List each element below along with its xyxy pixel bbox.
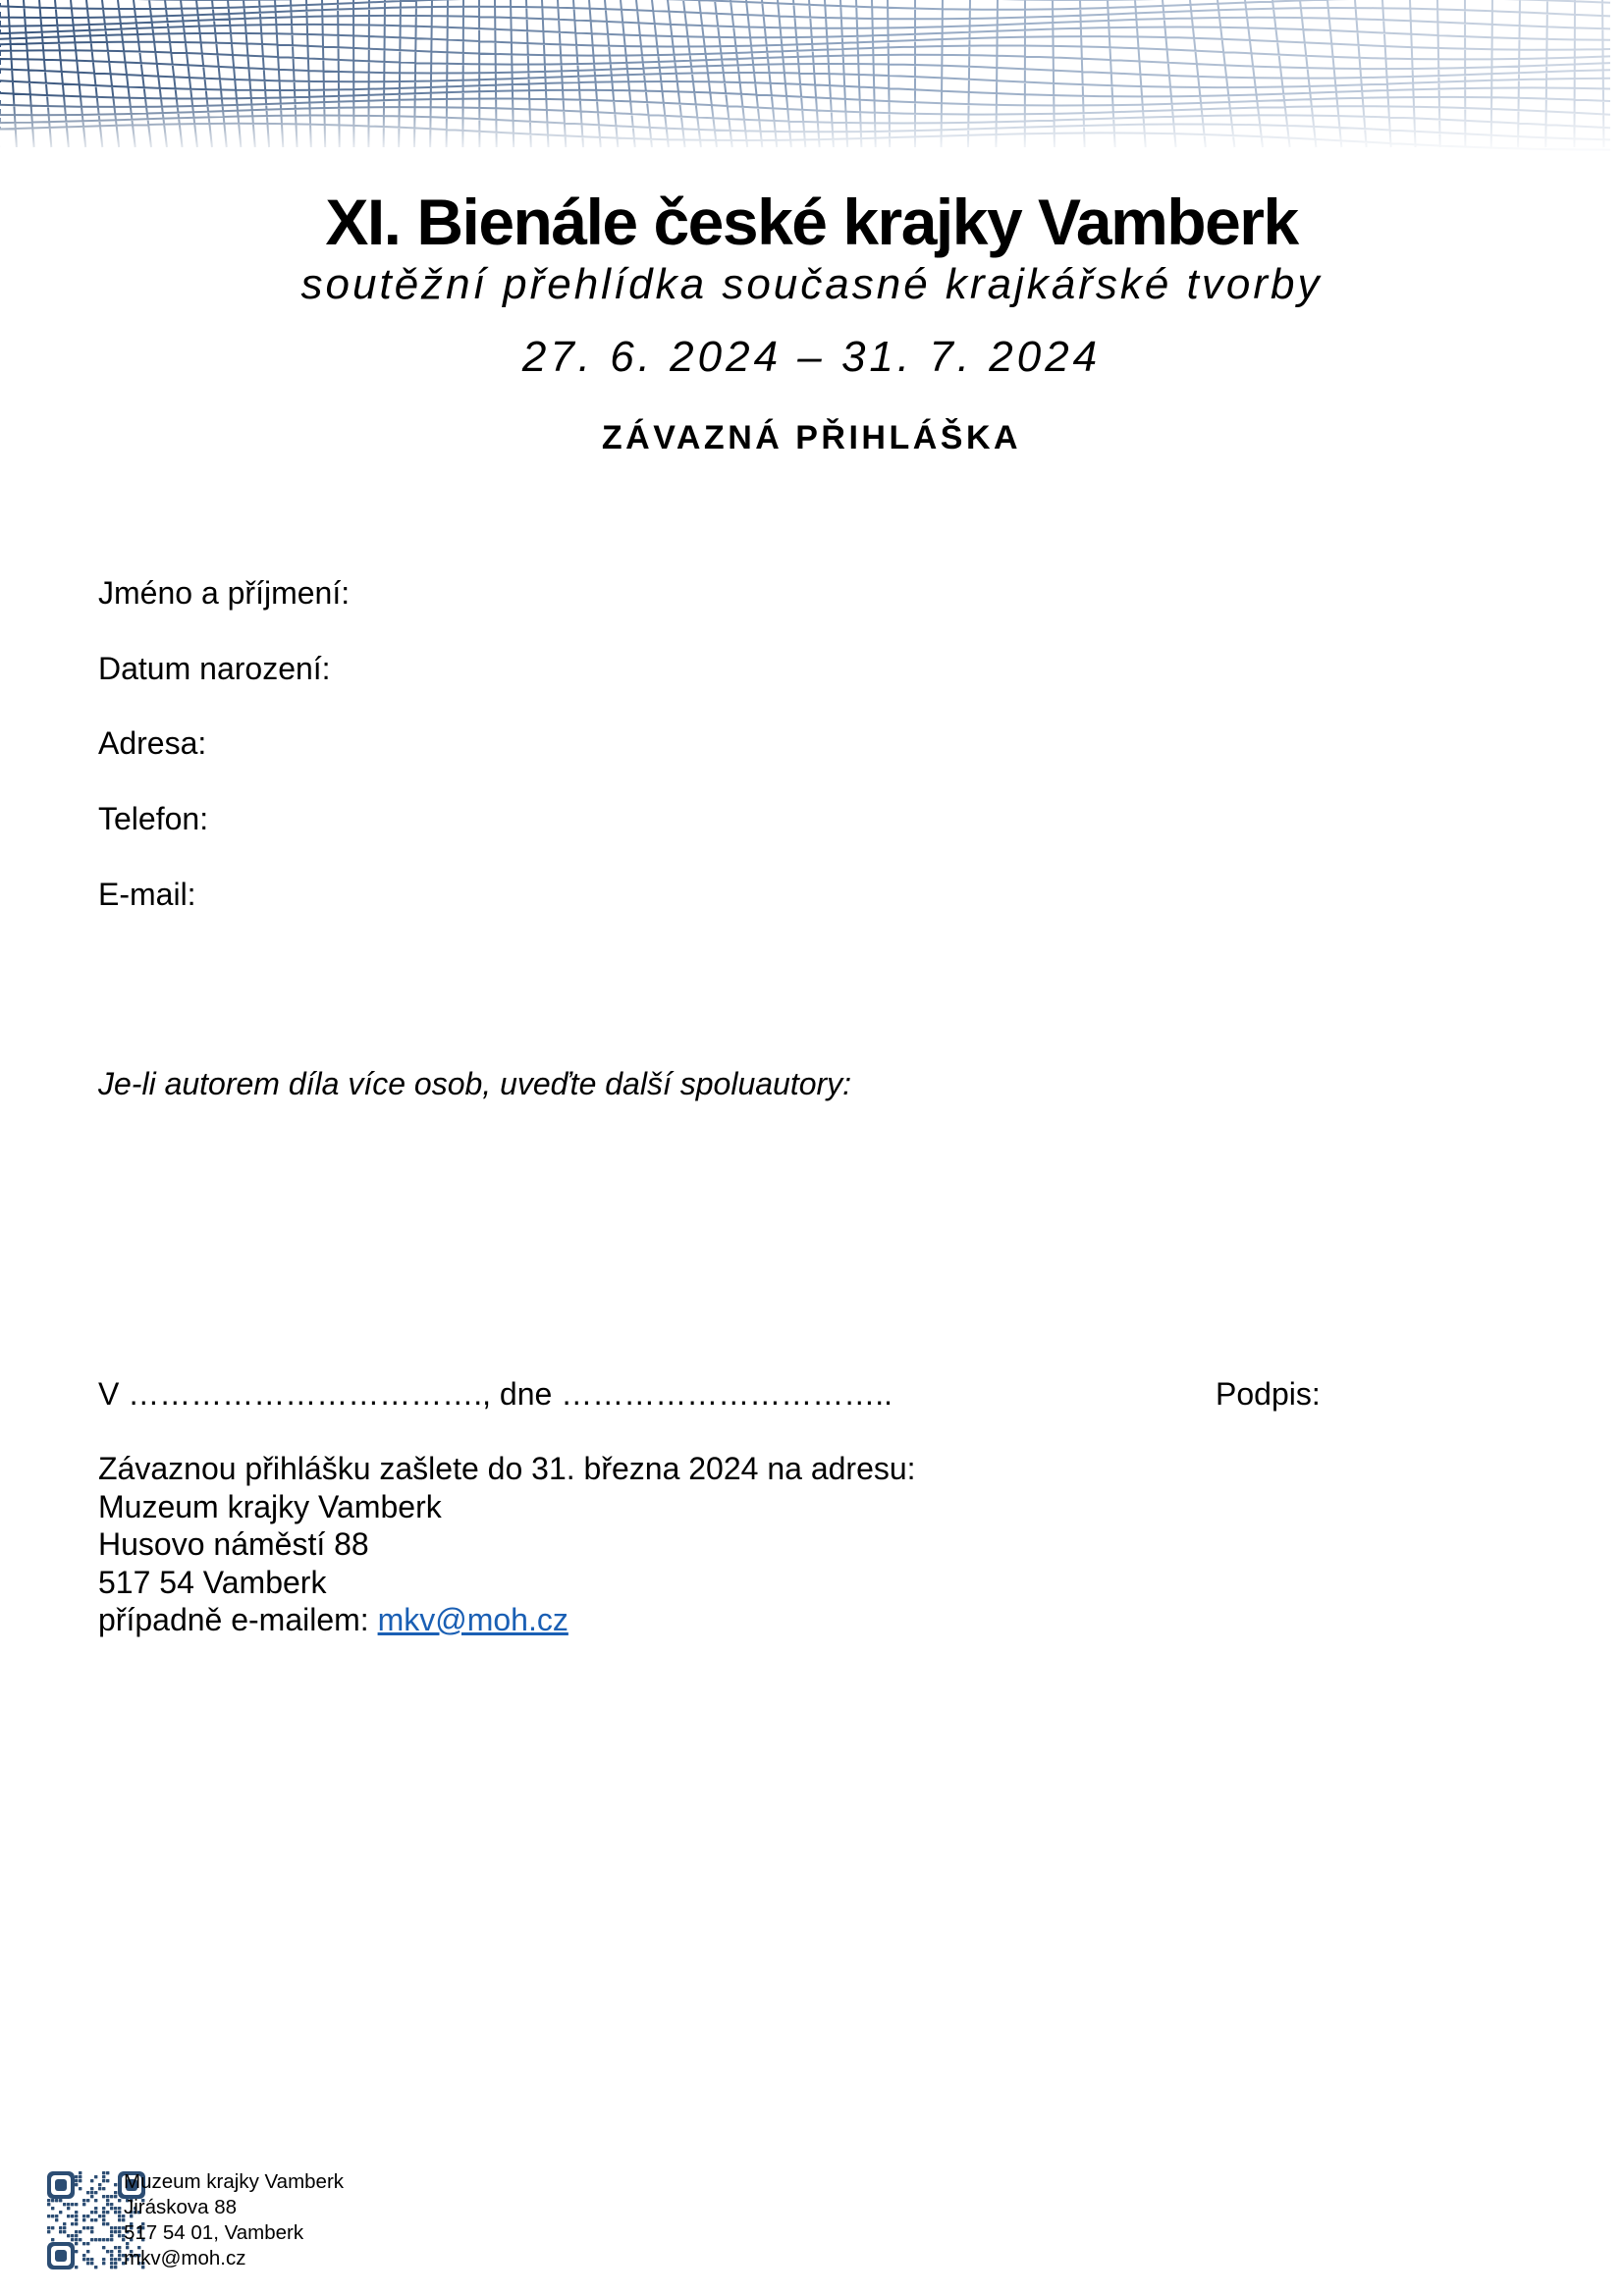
qr-module (118, 2246, 121, 2249)
qr-module (67, 2234, 70, 2237)
qr-module (118, 2254, 121, 2257)
qr-module (71, 2222, 74, 2225)
footer-address (124, 2169, 361, 2271)
qr-module (102, 2258, 105, 2261)
qr-module (90, 2187, 93, 2190)
qr-module (118, 2218, 121, 2221)
qr-module (55, 2250, 67, 2262)
qr-module (82, 2242, 85, 2245)
instructions-line: Husovo náměstí 88 (98, 1526, 369, 1562)
instructions-line: 517 54 Vamberk (98, 1564, 327, 1600)
qr-module (110, 2207, 113, 2210)
qr-module (55, 2215, 58, 2217)
qr-module (86, 2250, 89, 2253)
qr-module (67, 2203, 70, 2206)
instructions-line: Závaznou přihlášku zašlete do 31. března 2024 na adresu: (98, 1451, 916, 1486)
qr-module (114, 2246, 117, 2249)
qr-module (79, 2230, 81, 2233)
qr-module (90, 2179, 93, 2182)
qr-module (114, 2226, 117, 2229)
qr-module (114, 2183, 117, 2186)
qr-module (118, 2230, 121, 2233)
page-title: XI. Bienále české krajky Vamberk (325, 186, 1298, 258)
event-dates: 27. 6. 2024 – 31. 7. 2024 (521, 333, 1102, 381)
qr-module (110, 2250, 113, 2253)
qr-module (90, 2218, 93, 2221)
coauthors-label: Je-li autorem díla více osob, uveďte další spoluautory: (98, 1066, 852, 1101)
submission-instructions (98, 1450, 916, 1639)
form-heading: ZÁVAZNÁ PŘIHLÁŠKA (601, 419, 1022, 456)
qr-module (71, 2203, 74, 2206)
qr-module (102, 2246, 105, 2249)
qr-module (114, 2258, 117, 2261)
qr-module (98, 2215, 101, 2217)
qr-module (75, 2266, 78, 2269)
footer-address-line: Jiráskova 88 (124, 2196, 238, 2218)
field-address-label: Adresa: (98, 725, 207, 761)
qr-module (90, 2195, 93, 2198)
qr-module (114, 2262, 117, 2265)
qr-module (110, 2230, 113, 2233)
qr-module (114, 2195, 117, 2198)
qr-module (90, 2262, 93, 2265)
place-date-line: V ……………………………., dne ………………………….. (98, 1376, 893, 1412)
footer-address-line: Muzeum krajky Vamberk (124, 2170, 345, 2193)
qr-module (75, 2242, 78, 2245)
qr-module (102, 2175, 105, 2178)
qr-module (102, 2171, 105, 2174)
qr-module (106, 2179, 109, 2182)
qr-module (94, 2211, 97, 2214)
qr-module (90, 2226, 93, 2229)
qr-module (82, 2199, 85, 2202)
qr-module (102, 2211, 105, 2214)
qr-module (51, 2238, 54, 2241)
qr-module (118, 2234, 121, 2237)
qr-module (75, 2179, 78, 2182)
qr-module (106, 2222, 109, 2225)
qr-module (79, 2171, 81, 2174)
qr-module (102, 2195, 105, 2198)
qr-module (67, 2215, 70, 2217)
qr-module (82, 2258, 85, 2261)
qr-module (106, 2211, 109, 2214)
qr-module (90, 2238, 93, 2241)
qr-module (75, 2238, 78, 2241)
qr-module (98, 2238, 101, 2241)
qr-module (102, 2215, 105, 2217)
qr-module (47, 2203, 50, 2206)
qr-module (94, 2207, 97, 2210)
qr-module (71, 2234, 74, 2237)
qr-module (86, 2191, 89, 2194)
qr-module (118, 2250, 121, 2253)
qr-module (55, 2218, 58, 2221)
qr-module (63, 2222, 66, 2225)
qr-module (75, 2203, 78, 2206)
qr-module (94, 2175, 97, 2178)
qr-module (114, 2211, 117, 2214)
qr-module (82, 2215, 85, 2217)
qr-module (110, 2203, 113, 2206)
qr-module (75, 2230, 78, 2233)
qr-module (47, 2226, 50, 2229)
qr-module (63, 2203, 66, 2206)
qr-module (110, 2258, 113, 2261)
qr-module (51, 2226, 54, 2229)
qr-module (118, 2226, 121, 2229)
qr-module (75, 2218, 78, 2221)
qr-module (55, 2179, 67, 2191)
qr-module (75, 2234, 78, 2237)
qr-module (94, 2191, 97, 2194)
qr-module (90, 2230, 93, 2233)
qr-module (79, 2175, 81, 2178)
qr-module (90, 2191, 93, 2194)
qr-module (55, 2199, 58, 2202)
qr-module (75, 2211, 78, 2214)
qr-module (79, 2238, 81, 2241)
qr-module (102, 2218, 105, 2221)
qr-module (118, 2199, 121, 2202)
qr-module (98, 2187, 101, 2190)
qr-module (90, 2211, 93, 2214)
qr-module (71, 2215, 74, 2217)
qr-module (118, 2258, 121, 2261)
qr-module (86, 2262, 89, 2265)
qr-module (114, 2207, 117, 2210)
qr-module (47, 2230, 50, 2233)
qr-module (75, 2222, 78, 2225)
qr-module (82, 2203, 85, 2206)
qr-module (59, 2226, 62, 2229)
footer-address-line: mkv@moh.cz (124, 2247, 246, 2269)
qr-module (71, 2238, 74, 2241)
qr-module (51, 2215, 54, 2217)
signature-label: Podpis: (1216, 1376, 1321, 1412)
qr-module (79, 2187, 81, 2190)
qr-module (106, 2195, 109, 2198)
qr-module (102, 2238, 105, 2241)
qr-module (102, 2187, 105, 2190)
qr-module (114, 2191, 117, 2194)
email-prefix: případně e-mailem: (98, 1602, 378, 1637)
qr-module (98, 2183, 101, 2186)
qr-module (110, 2238, 113, 2241)
qr-module (90, 2258, 93, 2261)
qr-module (75, 2175, 78, 2178)
qr-module (110, 2262, 113, 2265)
qr-module (82, 2218, 85, 2221)
qr-module (82, 2226, 85, 2229)
qr-module (110, 2254, 113, 2257)
qr-module (86, 2258, 89, 2261)
qr-module (59, 2199, 62, 2202)
qr-module (106, 2171, 109, 2174)
qr-module (102, 2179, 105, 2182)
qr-module (51, 2199, 54, 2202)
qr-module (63, 2226, 66, 2229)
qr-module (102, 2262, 105, 2265)
qr-module (94, 2266, 97, 2269)
qr-module (102, 2207, 105, 2210)
qr-module (106, 2203, 109, 2206)
qr-module (67, 2207, 70, 2210)
qr-module (110, 2234, 113, 2237)
qr-module (106, 2199, 109, 2202)
field-birthdate-label: Datum narození: (98, 651, 331, 686)
lace-banner (0, 0, 1623, 157)
qr-module (75, 2250, 78, 2253)
email-link[interactable]: mkv@moh.cz (377, 1602, 568, 1637)
footer-address-line: 517 54 01, Vamberk (124, 2221, 304, 2244)
qr-module (75, 2215, 78, 2217)
field-phone-label: Telefon: (98, 801, 209, 836)
qr-module (106, 2250, 109, 2253)
qr-module (47, 2215, 50, 2217)
field-email-label: E-mail: (98, 877, 196, 912)
qr-module (118, 2211, 121, 2214)
qr-module (59, 2230, 62, 2233)
qr-module (79, 2179, 81, 2182)
qr-module (110, 2195, 113, 2198)
qr-module (86, 2226, 89, 2229)
qr-module (63, 2230, 66, 2233)
qr-module (86, 2242, 89, 2245)
qr-module (51, 2207, 54, 2210)
qr-module (102, 2222, 105, 2225)
email-line (98, 1601, 916, 1639)
qr-module (75, 2183, 78, 2186)
qr-module (82, 2254, 85, 2257)
qr-module (114, 2266, 117, 2269)
qr-module (114, 2230, 117, 2233)
qr-module (110, 2226, 113, 2229)
field-name-label: Jméno a příjmení: (98, 575, 351, 611)
qr-module (86, 2199, 89, 2202)
qr-module (110, 2266, 113, 2269)
qr-module (47, 2199, 50, 2202)
qr-module (106, 2238, 109, 2241)
qr-module (59, 2211, 62, 2214)
qr-module (118, 2207, 121, 2210)
qr-module (86, 2215, 89, 2217)
qr-module (118, 2215, 121, 2217)
instructions-line: Muzeum krajky Vamberk (98, 1488, 442, 1524)
qr-module (94, 2238, 97, 2241)
qr-module (94, 2218, 97, 2221)
subtitle: soutěžní přehlídka současné krajkářské tvorby (300, 260, 1323, 308)
qr-module (94, 2199, 97, 2202)
